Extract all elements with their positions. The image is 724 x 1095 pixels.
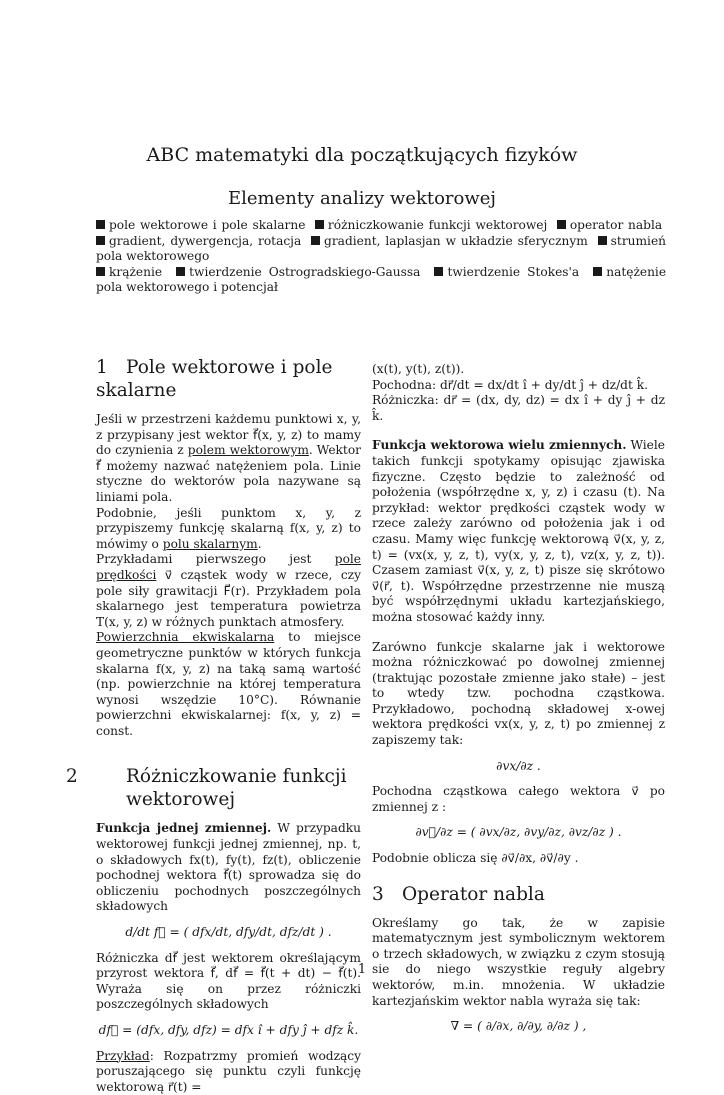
square-bullet-icon [176, 267, 185, 276]
topic-item: gradient, dywergencja, rotacja [96, 234, 301, 248]
topic-item: różniczkowanie funkcji wektorowej [315, 218, 547, 232]
section-2-heading: 2 Różniczkowanie funkcji wektorowej [66, 766, 347, 811]
equation-line: Różniczka: dr⃗ = (dx, dy, dz) = dx î + dy ĵ + dz k̂. [372, 393, 665, 423]
section-2-paragraph: Funkcja jednej zmiennej. W przypadku wektorowej funkcji jednej zmiennej, np. t, o składowych fx(t), fy(t), fz(t), obliczenie pochodnej wektora f⃗(t) sprowadza się do obliczeniu pochodnych poszczególnych składowych [96, 821, 361, 914]
paragraph: Podobnie oblicza się ∂v⃗/∂x, ∂v⃗/∂y . [372, 851, 579, 866]
document-subtitle: Elementy analizy wektorowej [227, 188, 497, 209]
topic-item: twierdzenie Ostrogradskiego-Gaussa [176, 265, 420, 279]
paragraph: Określamy go tak, że w zapisie matematycznym jest symbolicznym wektorem o trzech składowych, w związku z czym stosują sie do niego wszystkie reguły algebry wektorów, m.in. mnożenia. W układzie kartezjańskim wektor nabla wyraża się tak: [372, 915, 665, 1008]
square-bullet-icon [311, 236, 320, 245]
equation: df⃗ = (dfx, dfy, dfz) = dfx î + dfy ĵ + dfz k̂. [98, 1023, 359, 1037]
document-title: ABC matematyki dla początkujących fizyków [146, 144, 578, 166]
square-bullet-icon [315, 220, 324, 229]
section-1-paragraph: Jeśli w przestrzeni każdemu punktowi x, y, z przypisany jest wektor f⃗(x, y, z) to mamy do czynienia z polem wektorowym. Wektor f⃗ możemy nazwać natężeniem pola. Linie styczne do wektorów pola nazywane są liniami pola. [96, 412, 361, 504]
square-bullet-icon [96, 236, 105, 245]
square-bullet-icon [593, 267, 602, 276]
equation-line: (x(t), y(t), z(t)). [372, 362, 465, 376]
square-bullet-icon [598, 236, 607, 245]
section-1-paragraph: Podobnie, jeśli punktom x, y, z przypiszemy funkcję skalarną f(x, y, z) to mówimy o polu skalarnym. [96, 505, 361, 551]
topic-item: gradient, laplasjan w układzie sferycznym [311, 234, 588, 248]
square-bullet-icon [557, 220, 566, 229]
topic-item: strumień pola wektorowego [96, 233, 667, 263]
equation-line: Pochodna: dr⃗/dt = dx/dt î + dy/dt ĵ + dz/dt k̂. [372, 377, 649, 392]
topic-item: krążenie [96, 265, 162, 279]
square-bullet-icon [96, 220, 105, 229]
right-column [372, 362, 665, 1045]
square-bullet-icon [96, 267, 105, 276]
topic-item: twierdzenie Stokes'a [434, 265, 579, 279]
left-column [66, 356, 362, 1095]
topic-item: natężenie pola wektorowego i potencjał [96, 264, 667, 294]
paragraph: Pochodna cząstkowa całego wektora v⃗ po zmiennej z : [372, 784, 665, 814]
equation: ∂v⃗/∂z = ( ∂vx/∂z, ∂vy/∂z, ∂vz/∂z ) . [415, 825, 622, 840]
section-1-heading: 1 Pole wektorowe i pole skalarne [96, 357, 333, 401]
paragraph: Funkcja wektorowa wielu zmiennych. Wiele takich funkcji spotykamy opisując zjawiska fizyczne. Często będzie to zależność od położenia (współrzędne x, y, z) i czasu (t). Na przykład: wektor prędkości cząstek wody w rzece zależy zarówno od położenia jak i od czasu. Mamy więc funkcję wektorową v⃗(x, y, z, t) = (vx(x, y, z, t), vy(x, y, z, t), vz(x, y, z, t)). Czasem zamiast v⃗(x, y, z, t) pisze się skrótowo v⃗(r⃗, t). Współrzędne przestrzenne nie muszą być współrzędnymi układu kartezjańskiego, można stosować każdy inny. [372, 438, 666, 624]
paragraph: Zarówno funkcje skalarne jak i wektorowe można różniczkować po dowolnej zmiennej (traktując pozostałe zmienne jako stałe) – jest to wtedy tzw. pochodna cząstkowa. Przykładowo, pochodną składowej x-owej wektora prędkości vx(x, y, z, t) po zmiennej z zapiszemy tak: [372, 639, 665, 748]
square-bullet-icon [434, 267, 443, 276]
topic-item: operator nabla [557, 218, 662, 232]
section-1-paragraph: Przykładami pierwszego jest pole prędkości v⃗ cząstek wody w rzece, czy pole siły grawitacji F⃗(r). Przykładem pola skalarnego jest temperatura powietrza T(x, y, z) w różnych punktach atmosfery. [96, 552, 362, 629]
section-2-paragraph: Przykład: Rozpatrzmy promień wodzący poruszającego się punktu czyli funkcję wektorową r⃗(t) = [96, 1048, 361, 1094]
section-3-heading: 3 Operator nabla [372, 883, 545, 905]
equation: ∂vx/∂z . [496, 758, 541, 773]
section-1-paragraph: Powierzchnia ekwiskalarna to miejsce geometryczne punktów w których funkcja skalarna f(x, y, z) na taką samą wartość (np. powierzchnie na której temperatura wynosi wszędzie 10°C). Równanie powierzchni ekwiskalarnej: f(x, y, z) = const. [96, 630, 361, 738]
equation: d/dt f⃗ = ( dfx/dt, dfy/dt, dfz/dt ) . [125, 925, 332, 940]
equation: ∇ = ( ∂/∂x, ∂/∂y, ∂/∂z ) , [450, 1019, 587, 1034]
section-2-paragraph: Różniczka df⃗ jest wektorem określającym przyrost wektora f⃗, df⃗ = f⃗(t + dt) − f⃗(t). Wyraża się on przez różniczki poszczególnych składowych [96, 950, 361, 1012]
topics-list [96, 218, 666, 296]
page-number: 1 [357, 962, 367, 977]
topic-item: pole wektorowe i pole skalarne [96, 218, 305, 232]
